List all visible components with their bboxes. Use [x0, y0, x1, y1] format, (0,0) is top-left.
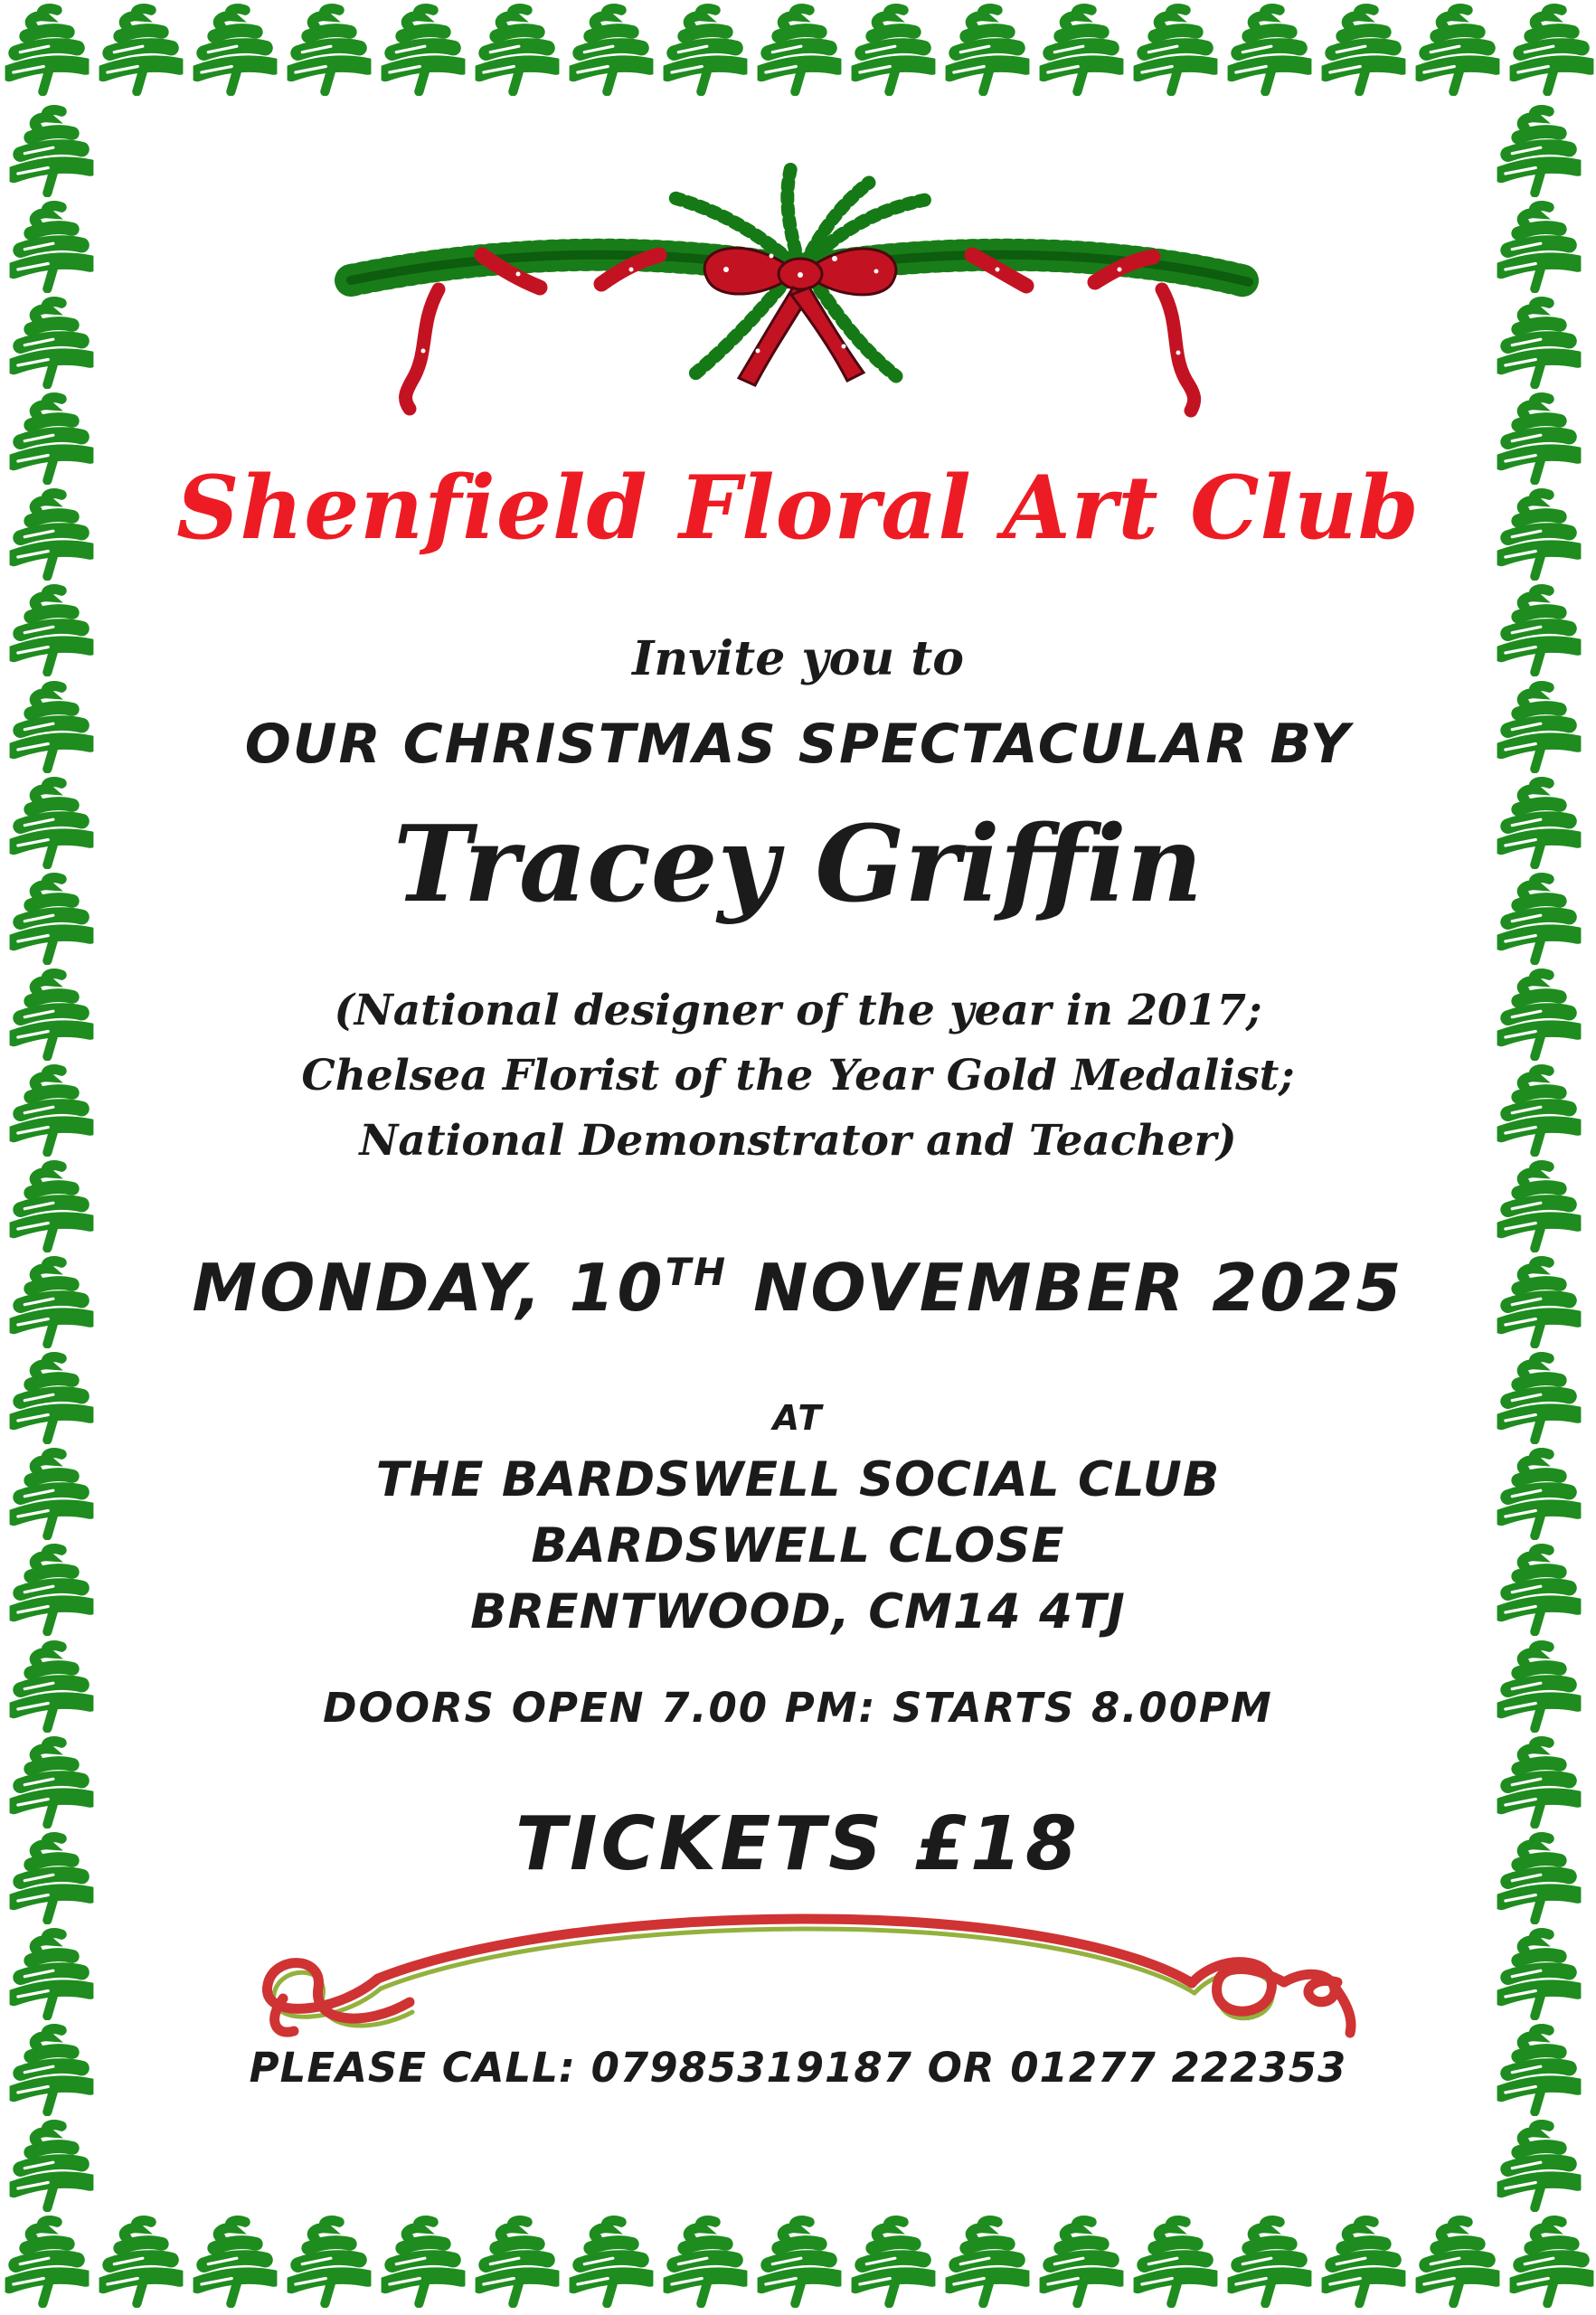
- christmas-tree-icon: [5, 2118, 99, 2212]
- christmas-tree-icon: [94, 2214, 188, 2308]
- christmas-tree-icon: [1492, 1926, 1586, 2020]
- christmas-tree-icon: [5, 199, 99, 293]
- christmas-tree-icon: [564, 2214, 658, 2308]
- christmas-tree-icon: [5, 103, 99, 197]
- christmas-tree-icon: [1505, 2, 1596, 96]
- christmas-tree-icon: [658, 2, 752, 96]
- christmas-tree-icon: [1492, 199, 1586, 293]
- christmas-tree-icon: [752, 2, 846, 96]
- credential-line-3: National Demonstrator and Teacher): [359, 1116, 1237, 1166]
- credential-line-1: (National designer of the year in 2017;: [334, 986, 1262, 1035]
- christmas-tree-icon: [94, 2, 188, 96]
- christmas-tree-icon: [376, 2214, 470, 2308]
- christmas-tree-icon: [1129, 2214, 1223, 2308]
- doors-open-line: DOORS OPEN 7.00 PM: STARTS 8.00PM: [323, 1684, 1273, 1732]
- christmas-tree-icon: [282, 2, 376, 96]
- christmas-tree-icon: [940, 2, 1034, 96]
- christmas-tree-icon: [376, 2, 470, 96]
- christmas-tree-icon: [1492, 103, 1586, 197]
- contact-phone-line: PLEASE CALL: 07985319187 OR 01277 222353: [249, 2044, 1347, 2092]
- club-name-title: Shenfield Floral Art Club: [176, 457, 1420, 559]
- date-suffix: NOVEMBER 2025: [728, 1250, 1404, 1326]
- christmas-tree-icon: [1034, 2, 1129, 96]
- christmas-tree-icon: [5, 295, 99, 389]
- christmas-tree-icon: [1034, 2214, 1129, 2308]
- christmas-tree-icon: [564, 2, 658, 96]
- christmas-tree-icon: [752, 2214, 846, 2308]
- christmas-tree-icon: [1411, 2214, 1505, 2308]
- date-ordinal: TH: [665, 1250, 729, 1294]
- christmas-tree-icon: [1317, 2, 1411, 96]
- date-prefix: MONDAY, 10: [192, 1250, 666, 1326]
- event-title-line: OUR CHRISTMAS SPECTACULAR BY: [244, 713, 1352, 776]
- venue-line-3: BRENTWOOD, CM14 4TJ: [470, 1584, 1126, 1639]
- christmas-tree-icon: [1223, 2, 1317, 96]
- tree-border-top: [0, 2, 1596, 101]
- christmas-tree-icon: [470, 2, 564, 96]
- presenter-name: Tracey Griffin: [393, 803, 1203, 926]
- tree-border-bottom: [0, 2214, 1596, 2313]
- christmas-tree-icon: [1411, 2, 1505, 96]
- pine-garland-red-bow-icon: [301, 143, 1296, 419]
- christmas-tree-icon: [0, 2, 94, 96]
- credential-line-2: Chelsea Florist of the Year Gold Medalist;: [301, 1051, 1295, 1101]
- event-date-line: [0, 1250, 1596, 1326]
- red-green-ribbon-swirl-icon: [229, 1897, 1368, 2051]
- venue-line-2: BARDSWELL CLOSE: [531, 1518, 1065, 1573]
- christmas-tree-icon: [658, 2214, 752, 2308]
- invite-line: Invite you to: [632, 631, 964, 686]
- christmas-tree-icon: [1492, 295, 1586, 389]
- ticket-price-line: TICKETS £18: [515, 1801, 1081, 1887]
- venue-line-1: THE BARDSWELL SOCIAL CLUB: [375, 1452, 1221, 1507]
- christmas-tree-icon: [282, 2214, 376, 2308]
- christmas-tree-icon: [188, 2, 282, 96]
- christmas-tree-icon: [846, 2214, 940, 2308]
- venue-address: [0, 1447, 1596, 1645]
- christmas-tree-icon: [1492, 2118, 1586, 2212]
- at-label: AT: [772, 1398, 824, 1438]
- presenter-credentials: [0, 978, 1596, 1174]
- christmas-tree-icon: [470, 2214, 564, 2308]
- christmas-tree-icon: [5, 1926, 99, 2020]
- christmas-tree-icon: [846, 2, 940, 96]
- christmas-tree-icon: [1505, 2214, 1596, 2308]
- christmas-tree-icon: [1129, 2, 1223, 96]
- christmas-tree-icon: [0, 2214, 94, 2308]
- christmas-tree-icon: [940, 2214, 1034, 2308]
- christmas-tree-icon: [1317, 2214, 1411, 2308]
- christmas-tree-icon: [1223, 2214, 1317, 2308]
- christmas-tree-icon: [188, 2214, 282, 2308]
